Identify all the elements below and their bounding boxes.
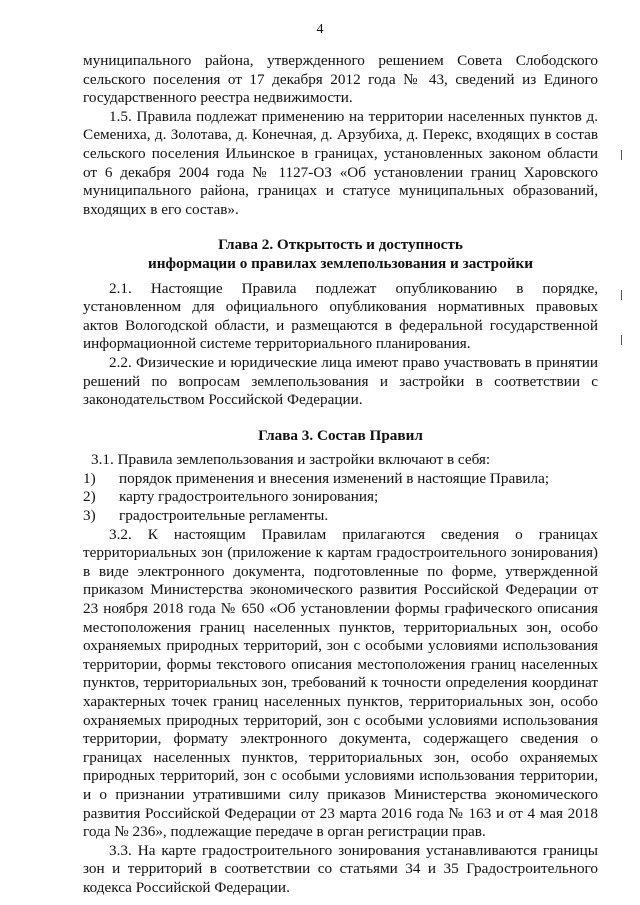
document-body <box>83 52 598 898</box>
paragraph-2-2: 2.2. Физические и юридические лица имеют право участвовать в принятии решений по вопросам землепользования и застройки в соответствии с законодательством Российской Федерации. <box>83 353 598 409</box>
margin-mark <box>617 290 622 300</box>
list-item-number: 3) <box>83 507 96 525</box>
paragraph-3-2: 3.2. К настоящим Правилам прилагаются сведения о границах территориальных зон (приложение к картам градостроительного зонирования) в виде электронного документа, подготовленные по форме, утвержденной приказом Министерства экономического развития Российской Федерации от 23 ноября 2018 года № 650 «Об установлении формы графического описания местоположения границ населенных пунктов, территориальных зон, особо охраняемых природных территорий, зон с особыми условиями использования территории, формы текстового описания местоположения границ населенных пунктов, территориальных зон, требований к точности определения координат характерных точек границ населенных пунктов, территориальных зон, особо охраняемых природных территорий, зон с особыми условиями использования территории, формату электронного документа, содержащего сведения о границах населенных пунктов, территориальных зон, особо охраняемых природных территорий, зон с особыми условиями использования территории, и о признании утратившими силу приказов Министерства экономического развития Российской Федерации от 23 марта 2016 года № 163 и от 4 мая 2018 года № 236», подлежащие передаче в орган регистрации прав. <box>83 525 598 841</box>
list-item-number: 1) <box>83 469 96 487</box>
list-item-text: порядок применения и внесения изменений в настоящие Правила; <box>119 469 550 487</box>
list-item <box>83 470 598 489</box>
margin-mark <box>617 335 622 345</box>
paragraph-3-1: 3.1. Правила землепользования и застройки включают в себя: <box>91 451 491 469</box>
chapter-3-heading: Глава 3. Состав Правил <box>258 426 423 444</box>
paragraph-3-3: 3.3. На карте градостроительного зонирования устанавливаются границы зон и территорий в соответствии со статьями 34 и 35 Градостроительного кодекса Российской Федерации. <box>83 841 598 896</box>
chapter-2-heading-line1: Глава 2. Открытость и доступность <box>218 236 463 254</box>
page-number: 4 <box>316 22 324 37</box>
rules-composition-list <box>83 470 598 526</box>
paragraph-2-1: 2.1. Настоящие Правила подлежат опубликованию в порядке, установленном для официального опубликования нормативных правовых актов Вологодской области, и размещаются в федеральной государственной информационной системе территориального планирования. <box>83 279 598 353</box>
paragraph-continuation: муниципального района, утвержденного решением Совета Слободского сельского поселения от 17 декабря 2012 года № 43, сведений из Единого государственного реестра недвижимости. <box>83 52 598 107</box>
list-item-number: 2) <box>83 488 96 506</box>
chapter-2-heading-line2: информации о правилах землепользования и застройки <box>148 254 533 272</box>
list-item-text: карту градостроительного зонирования; <box>119 488 379 506</box>
list-item <box>83 488 598 507</box>
chapter-2-heading <box>83 236 598 273</box>
list-item-text: градостроительные регламенты. <box>119 507 329 525</box>
paragraph-1-5: 1.5. Правила подлежат применению на территории населенных пунктов д. Семениха, д. Золотава, д. Конечная, д. Арзубиха, д. Перекс, входящих в состав сельского поселения Ильинское в границах, установленных законом области от 6 декабря 2004 года № 1127-ОЗ «Об установлении границ Харовского муниципального района, границах и статусе муниципальных образований, входящих в его состав». <box>83 107 598 218</box>
list-item <box>83 507 598 526</box>
margin-mark <box>617 150 622 160</box>
